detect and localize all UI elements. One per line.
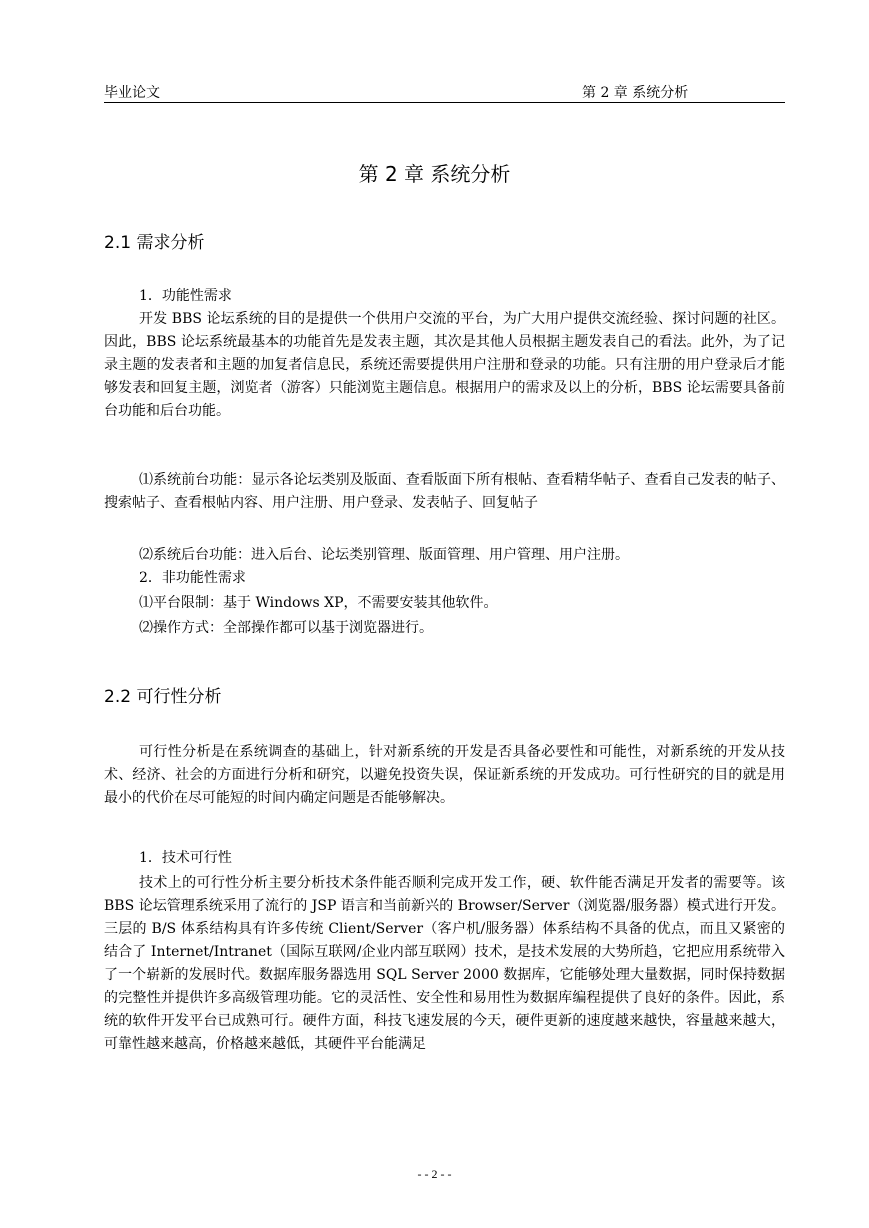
paragraph-frontend-functions: ⑴系统前台功能：显示各论坛类别及版面、查看版面下所有根帖、查看精华帖子、查看自己发表的帖子、搜索帖子、查看根帖内容、用户注册、用户登录、发表帖子、回复帖子 [104,472,785,511]
header-right: 第 2 章 系统分析 [582,85,689,101]
paragraph-bbs-purpose: 开发 BBS 论坛系统的目的是提供一个供用户交流的平台，为广大用户提供交流经验、探讨问题的社区。因此，BBS 论坛系统最基本的功能首先是发表主题，其次是其他人员根据主题发表自己的看法。此外，为了记录主题的发表者和主题的加复者信息民，系统还需要提供用户注册和登录的功能。只有注册的用户登录后才能够发表和回复主题，浏览者（游客）只能浏览主题信息。根据用户的需求及以上的分析，BBS 论坛需要具备前台功能和后台功能。 [104,311,785,419]
item-functional-requirements: 1．功能性需求 [139,288,232,304]
header-left: 毕业论文 [104,85,160,101]
chapter-title: 第 2 章 系统分析 [358,162,511,186]
paragraph-backend-functions: ⑵系统后台功能：进入后台、论坛类别管理、版面管理、用户管理、用户注册。 [139,547,629,563]
section-heading-2-1: 2.1 需求分析 [104,233,205,253]
item-technical-feasibility: 1．技术可行性 [139,850,232,866]
running-header [104,80,785,103]
paragraph-platform-limit: ⑴平台限制：基于 Windows XP，不需要安装其他软件。 [139,595,498,611]
page-number: - - 2 - - [417,1167,452,1181]
section-heading-2-2: 2.2 可行性分析 [104,687,222,707]
paragraph-technical-feasibility: 技术上的可行性分析主要分析技术条件能否顺利完成开发工作，硬、软件能否满足开发者的需要等。该 BBS 论坛管理系统采用了流行的 JSP 语言和当前新兴的 Browser/Server（浏览器/服务器）模式进行开发。三层的 B/S 体系结构具有许多传统 Client/Server（客户机/服务器）体系结构不具备的优点，而且又紧密的结合了 Internet/Intranet（国际互联网/企业内部互联网）技术，是技术发展的大势所趋，它把应用系统带入了一个崭新的发展时代。数据库服务器选用 SQL Server 2000 数据库，它能够处理大量数据，同时保持数据的完整性并提供许多高级管理功能。它的灵活性、安全性和易用性为数据库编程提供了良好的条件。因此，系统的软件开发平台已成熟可行。硬件方面，科技飞速发展的今天，硬件更新的速度越来越快，容量越来越大，可靠性越来越高，价格越来越低，其硬件平台能满足 [104,875,785,1052]
paragraph-operation-mode: ⑵操作方式：全部操作都可以基于浏览器进行。 [139,620,433,636]
paragraph-feasibility-intro: 可行性分析是在系统调查的基础上，针对新系统的开发是否具备必要性和可能性，对新系统的开发从技术、经济、社会的方面进行分析和研究，以避免投资失误，保证新系统的开发成功。可行性研究的目的就是用最小的代价在尽可能短的时间内确定问题是否能够解决。 [104,744,785,806]
item-nonfunctional-requirements: 2．非功能性需求 [139,570,246,586]
